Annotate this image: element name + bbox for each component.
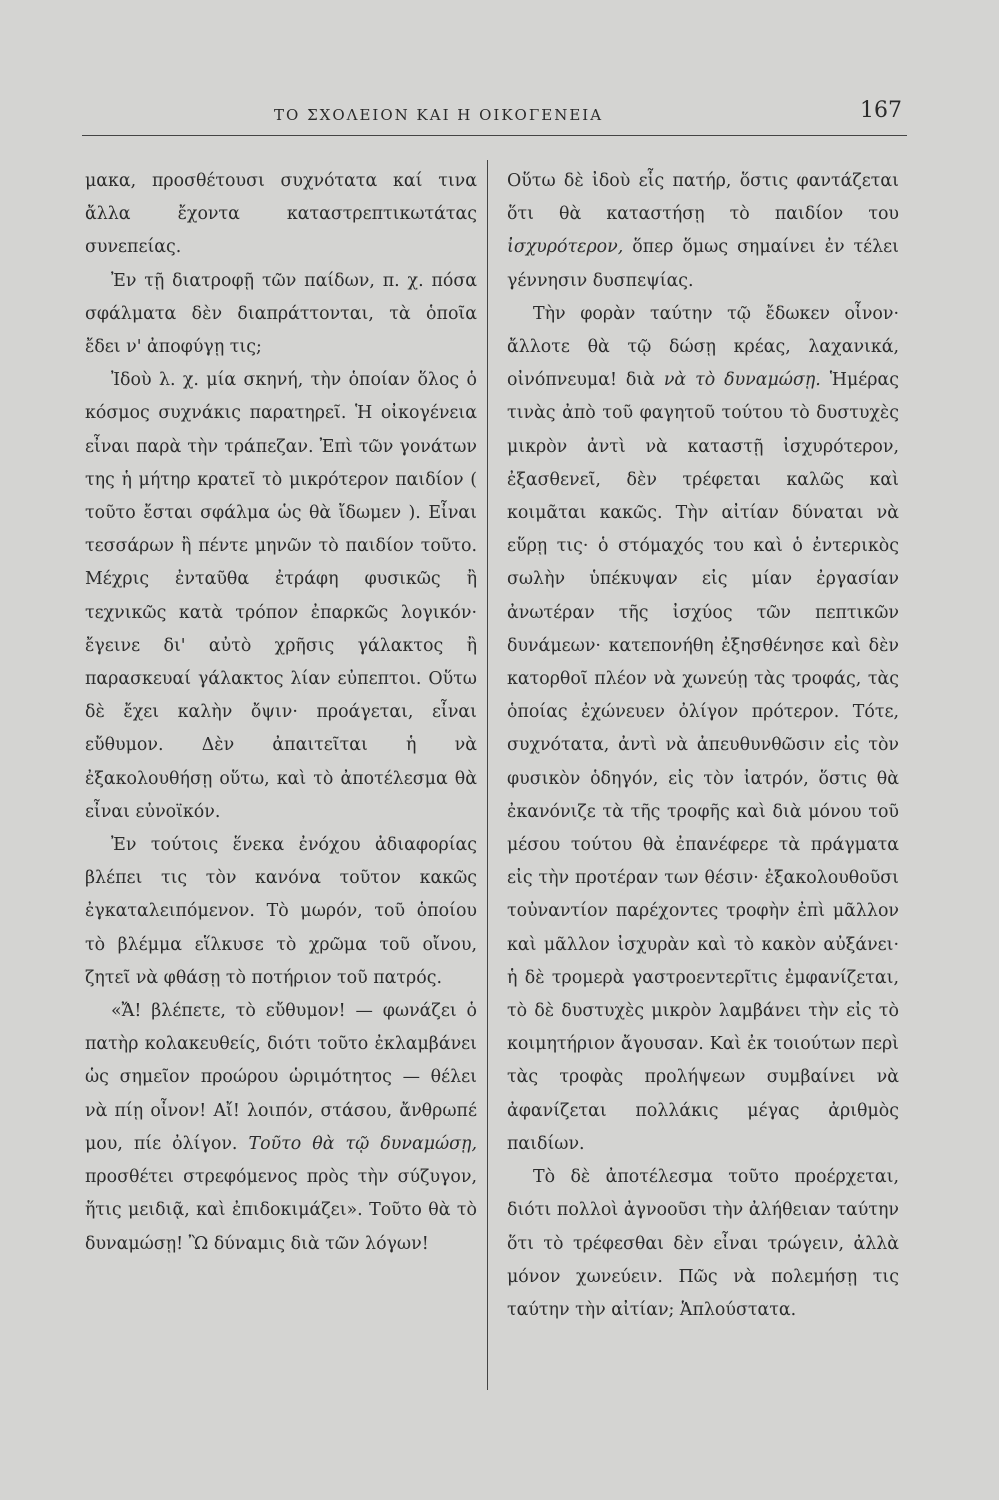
paragraph (85, 995, 477, 1261)
paragraph: Τὸ δὲ ἀποτέλεσμα τοῦτο προέρχεται, διότι πολλοὶ ἀγνοοῦσι τὴν ἀλήθειαν ταύτην ὅτι τὸ τρέφεσθαι δὲν εἶναι τρώγειν, ἀλλὰ μόνον χωνεύειν. Πῶς νὰ πολεμήσῃ τις ταύτην τὴν αἰτίαν; Ἁπλούστατα. (507, 1167, 899, 1320)
right-column (507, 165, 899, 1327)
paragraph: μακα, προσθέτουσι συχνότατα καί τινα ἄλλα ἔχοντα καταστρεπτικωτάτας συνεπείας. (85, 171, 477, 258)
header-rule (82, 135, 907, 136)
paragraph (507, 165, 899, 298)
paragraph-text: ὅπερ ὅμως σημαίνει ἐν τέλει γέννησιν δυσπεψίας. (507, 237, 899, 291)
paragraph: Ἐν τῇ διατροφῇ τῶν παίδων, π. χ. πόσα σφάλματα δὲν διαπράττονται, τὰ ὁποῖα ἔδει ν' ἀποφύγῃ τις; (85, 270, 477, 358)
italic-phrase: νὰ τὸ δυναμώσῃ. (663, 370, 821, 391)
italic-phrase: Τοῦτο θὰ τῷ δυναμώσῃ, (248, 1133, 477, 1154)
running-title: ΤΟ ΣΧΟΛΕΙΟΝ ΚΑΙ Η ΟΙΚΟΓΕΝΕΙΑ (274, 106, 604, 124)
paragraph (507, 298, 899, 1161)
left-column (85, 165, 477, 1261)
page-number: 167 (860, 98, 902, 123)
paragraph-text: Τὴν φορὰν ταύτην τῷ ἔδωκεν οἶνον· ἄλλοτε θὰ τῷ δώσῃ κρέας, λαχανικά, οἰνόπνευμα! διὰ (507, 303, 899, 391)
paragraph-text: «Ἄ! βλέπετε, τὸ εὔθυμον! — φωνάζει ὁ πατὴρ κολακευθείς, διότι τοῦτο ἐκλαμβάνει ὡς σημεῖον προώρου ὡριμότητος — θέλει νὰ πίῃ οἶνον! Αἴ! λοιπόν, στάσου, ἄνθρωπέ μου, πίε ὀλίγον. (85, 1001, 477, 1154)
paragraph-text: Ἡμέρας τινὰς ἀπὸ τοῦ φαγητοῦ τούτου τὸ δυστυχὲς μικρὸν ἀντὶ νὰ καταστῇ ἰσχυρότερον, ἐξασθενεῖ, δὲν τρέφεται καλῶς καὶ κοιμᾶται κακῶς. Τὴν αἰτίαν δύναται νὰ εὕρῃ τις· ὁ στόμαχός του καὶ ὁ ἐντερικὸς σωλὴν ὑπέκυψαν εἰς μίαν ἐργασίαν ἀνωτέραν τῆς ἰσχύος τῶν πεπτικῶν δυνάμεων· κατεπονήθη ἐξησθένησε καὶ δὲν κατορθοῖ πλέον νὰ χωνεύῃ τὰς τροφάς, τὰς ὁποίας ἐχώνευεν ὀλίγον πρότερον. Τότε, συχνότατα, ἀντὶ νὰ ἀπευθυνθῶσιν εἰς τὸν φυσικὸν ὁδηγόν, εἰς τὸν ἰατρόν, ὅστις θὰ ἐκανόνιζε τὰ τῆς τροφῆς καὶ διὰ μόνου τοῦ μέσου τούτου θὰ ἐπανέφερε τὰ πράγματα εἰς τὴν προτέραν των θέσιν· ἐξακολουθοῦσι τοὐναντίον παρέχοντες τροφὴν ἐπὶ μᾶλλον καὶ μᾶλλον ἰσχυρὰν καὶ τὸ κακὸν αὐξάνει· ἡ δὲ τρομερὰ γαστροεντερῖτις ἐμφανίζεται, τὸ δὲ δυστυχὲς μικρὸν λαμβάνει τὴν εἰς τὸ κοιμητήριον ἄγουσαν. Καὶ ἐκ τοιούτων περὶ τὰς τροφὰς προλήψεων συμβαίνει νὰ ἀφανίζεται πολλάκις μέγας ἀριθμὸς παιδίων. (507, 370, 899, 1154)
paragraph-text: προσθέτει στρεφόμενος πρὸς τὴν σύζυγον, ἥτις μειδιᾷ, καὶ ἐπιδοκιμάζει». Τοῦτο θὰ τὸ δυναμώσῃ! Ὢ δύναμις διὰ τῶν λόγων! (85, 1167, 477, 1254)
paragraph: Ἐν τούτοις ἕνεκα ἐνόχου ἀδιαφορίας βλέπει τις τὸν κανόνα τοῦτον κακῶς ἐγκαταλειπόμενον. Τὸ μωρόν, τοῦ ὁποίου τὸ βλέμμα εἵλκυσε τὸ χρῶμα τοῦ οἴνου, ζητεῖ νὰ φθάσῃ τὸ ποτήριον τοῦ πατρός. (85, 835, 477, 988)
paragraph: Ἰδοὺ λ. χ. μία σκηνή, τὴν ὁποίαν ὅλος ὁ κόσμος συχνάκις παρατηρεῖ. Ἡ οἰκογένεια εἶναι παρὰ τὴν τράπεζαν. Ἐπὶ τῶν γονάτων της ἡ μήτηρ κρατεῖ τὸ μικρότερον παιδίον ( τοῦτο ἔσται σφάλμα ὡς θὰ ἴδωμεν ). Εἶναι τεσσάρων ἢ πέντε μηνῶν τὸ παιδίον τοῦτο. Μέχρις ἐνταῦθα ἐτράφη φυσικῶς ἢ τεχνικῶς κατὰ τρόπον ἐπαρκῶς λογικόν· ἔγεινε δι' αὐτὸ χρῆσις γάλακτος ἢ παρασκευαί γάλακτος λίαν εὐπεπτοι. Οὕτω δὲ ἔχει καλὴν ὄψιν· προάγεται, εἶναι εὔθυμον. Δὲν ἀπαιτεῖται ἡ νὰ ἐξακολουθήσῃ οὕτω, καὶ τὸ ἀποτέλεσμα θὰ εἶναι εὐνοϊκόν. (85, 370, 477, 822)
paragraph-text: Οὕτω δὲ ἰδοὺ εἷς πατήρ, ὅστις φαντάζεται ὅτι θὰ καταστήσῃ τὸ παιδίον του (507, 171, 899, 225)
italic-phrase: ἰσχυρότερον, (507, 237, 624, 258)
page-header (150, 98, 910, 134)
column-divider (487, 160, 488, 1390)
